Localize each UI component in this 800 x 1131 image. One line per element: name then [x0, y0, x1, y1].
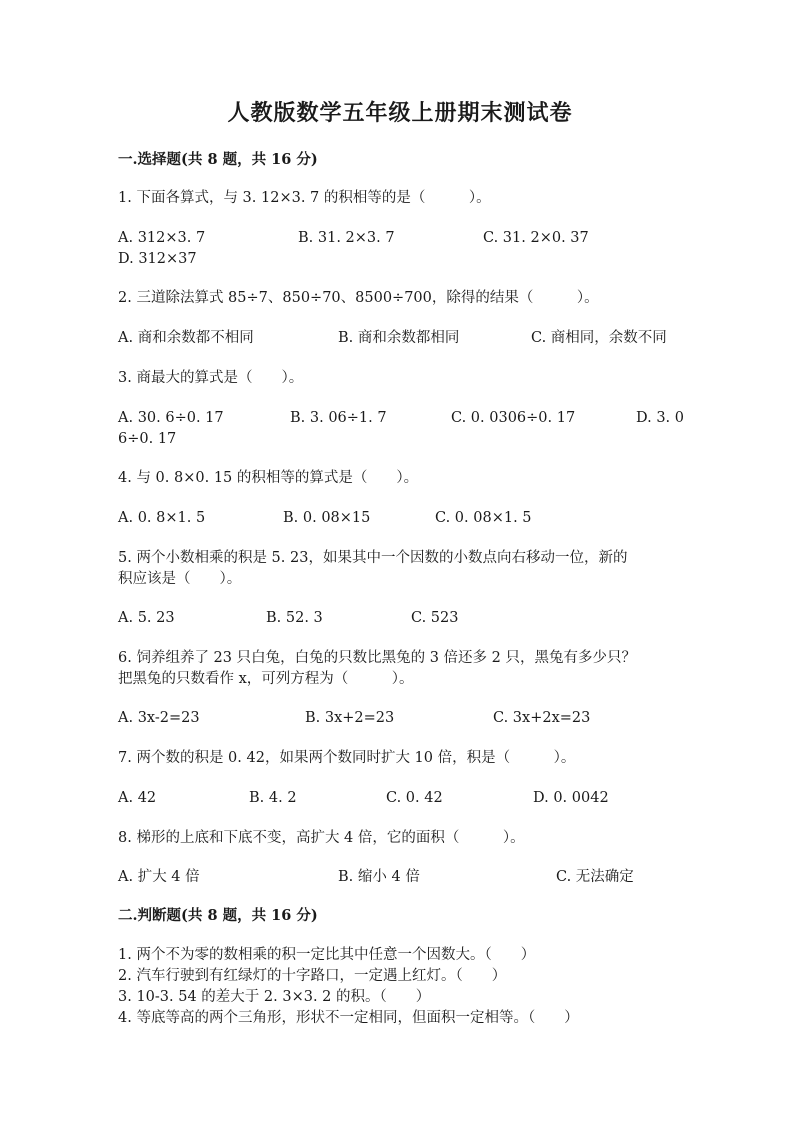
question-1-option-d: D. 312×37 [118, 251, 197, 267]
question-8-option-b: B. 缩小 4 倍 [338, 869, 420, 885]
question-5-option-a: A. 5. 23 [118, 610, 175, 626]
question-2-stem: 2. 三道除法算式 85÷7、850÷70、8500÷700，除得的结果（ ）。 [118, 290, 599, 306]
question-2-option-a: A. 商和余数都不相同 [118, 330, 254, 346]
question-7-stem: 7. 两个数的积是 0. 42，如果两个数同时扩大 10 倍，积是（ ）。 [118, 750, 576, 766]
question-3-option-c: C. 0. 0306÷0. 17 [451, 410, 576, 426]
judgment-item-1: 1. 两个不为零的数相乘的积一定比其中任意一个因数大。（ ） [118, 947, 536, 963]
question-4-stem: 4. 与 0. 8×0. 15 的积相等的算式是（ ）。 [118, 470, 419, 486]
judgment-item-4: 4. 等底等高的两个三角形，形状不一定相同，但面积一定相等。（ ） [118, 1010, 579, 1026]
section-heading-judgment: 二.判断题(共 8 题，共 16 分) [118, 907, 318, 924]
question-2-option-c: C. 商相同，余数不同 [531, 330, 667, 346]
question-6-option-a: A. 3x-2=23 [118, 710, 200, 726]
question-7-option-c: C. 0. 42 [386, 790, 443, 806]
question-5-stem: 5. 两个小数相乘的积是 5. 23，如果其中一个因数的小数点向右移动一位，新的 [118, 550, 628, 566]
judgment-item-2: 2. 汽车行驶到有红绿灯的十字路口，一定遇上红灯。（ ） [118, 968, 507, 984]
question-6-stem: 6. 饲养组养了 23 只白兔，白兔的只数比黑兔的 3 倍还多 2 只，黑兔有多少只？ [118, 650, 636, 666]
section-heading-choice: 一.选择题(共 8 题，共 16 分) [118, 151, 318, 168]
question-4-option-b: B. 0. 08×15 [283, 510, 371, 526]
question-4-option-c: C. 0. 08×1. 5 [435, 510, 532, 526]
question-7-option-a: A. 42 [118, 790, 157, 806]
question-3-stem: 3. 商最大的算式是（ ）。 [118, 370, 304, 386]
question-3-option-a: A. 30. 6÷0. 17 [118, 410, 224, 426]
question-6-option-c: C. 3x+2x=23 [493, 710, 591, 726]
question-1-option-b: B. 31. 2×3. 7 [298, 230, 395, 246]
question-5-option-c: C. 523 [411, 610, 459, 626]
question-7-option-b: B. 4. 2 [249, 790, 297, 806]
question-8-stem: 8. 梯形的上底和下底不变，高扩大 4 倍，它的面积（ ）。 [118, 830, 525, 846]
question-3-option-d-continued: 6÷0. 17 [118, 431, 177, 447]
question-8-option-a: A. 扩大 4 倍 [118, 869, 200, 885]
question-2-option-b: B. 商和余数都相同 [338, 330, 460, 346]
question-6-option-b: B. 3x+2=23 [305, 710, 395, 726]
question-1-stem: 1. 下面各算式，与 3. 12×3. 7 的积相等的是（ ）。 [118, 190, 491, 206]
question-7-option-d: D. 0. 0042 [533, 790, 609, 806]
question-3-option-d: D. 3. 0 [636, 410, 684, 426]
page-title: 人教版数学五年级上册期末测试卷 [227, 100, 573, 126]
judgment-item-3: 3. 10-3. 54 的差大于 2. 3×3. 2 的积。（ ） [118, 989, 431, 1005]
question-8-option-c: C. 无法确定 [556, 869, 634, 885]
question-3-option-b: B. 3. 06÷1. 7 [290, 410, 387, 426]
question-1-option-a: A. 312×3. 7 [118, 230, 206, 246]
question-5-stem-line-2: 积应该是（ ）。 [118, 571, 242, 587]
question-5-option-b: B. 52. 3 [266, 610, 323, 626]
question-4-option-a: A. 0. 8×1. 5 [118, 510, 206, 526]
question-1-option-c: C. 31. 2×0. 37 [483, 230, 589, 246]
question-6-stem-line-2: 把黑兔的只数看作 x，可列方程为（ ）。 [118, 671, 414, 687]
